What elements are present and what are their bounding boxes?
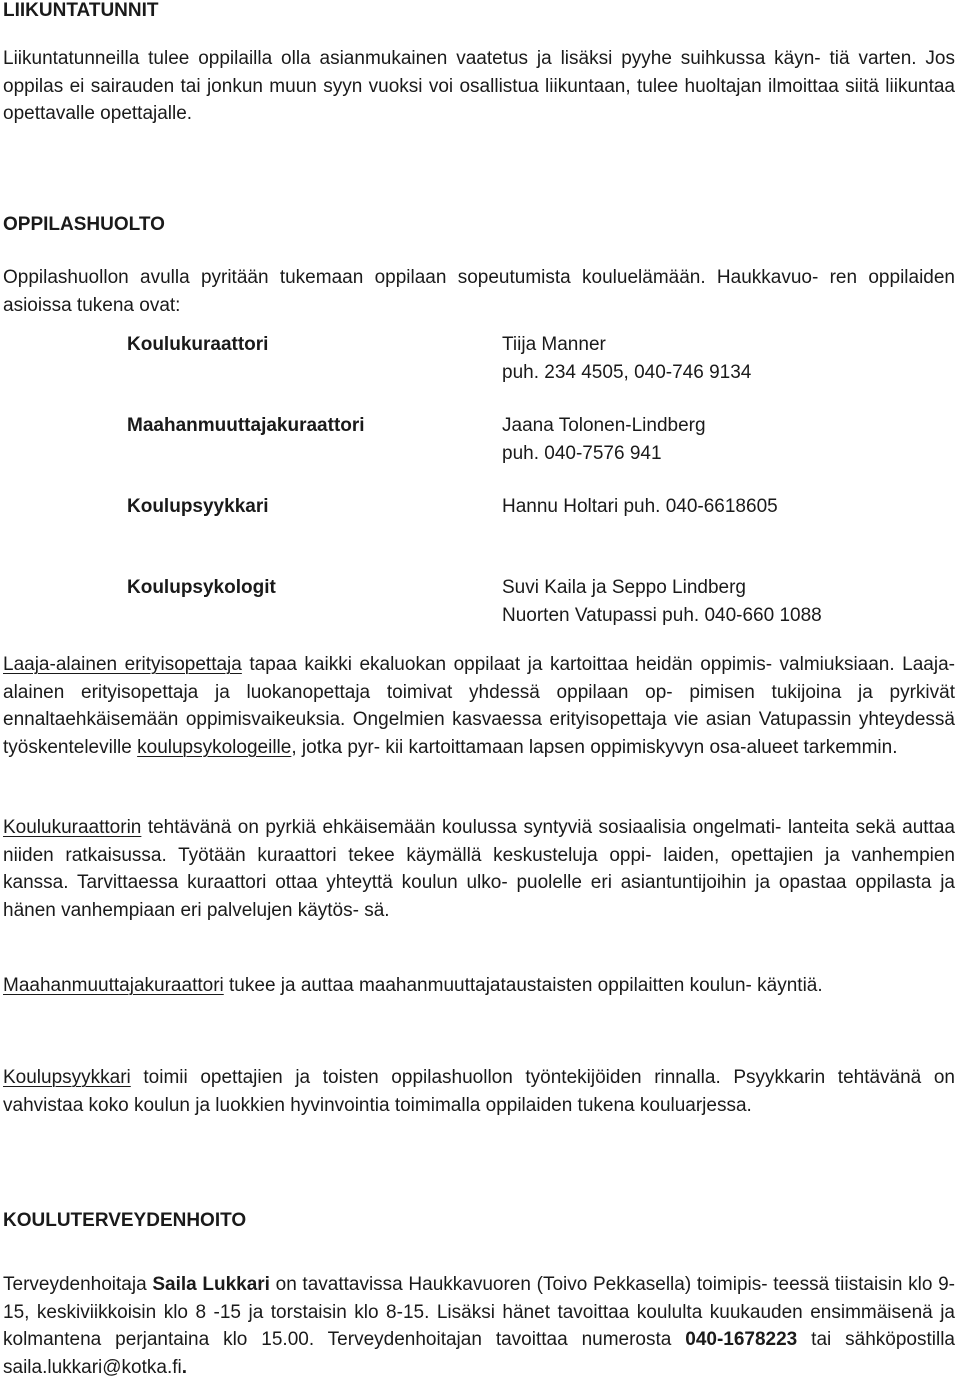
text-segment: , jotka pyr- kii kartoittamaan lapsen oppimiskyvyn osa-alueet tarkemmin. [291, 736, 898, 758]
text-segment: tapaa kaikki ekaluokan oppilaat ja kartoittaa heidän oppimis- valmiuksiaan. Laaja-alainen erityisopettaja ja luokanopettaja toimivat yhdessä oppilaan op- pimisen tukijoina ja pyrkivät ennaltaehkäisemään oppimisvaikeuksia. Ongelmien kasvaessa erityisopettaja vie asian Vatupassin yhteydessä työskenteleville [3, 654, 955, 758]
contact-phone: puh. 040-7576 941 [502, 442, 662, 464]
paragraph-liikunta-text: Liikuntatunneilla tulee oppilailla olla asianmukainen vaatetus ja lisäksi pyyhe suihkussa käyn- tiä varten. Jos oppilas ei sairauden tai jonkun muun syyn vuoksi voi osallistua liikuntaan, tulee huoltajan ilmoittaa siitä liikuntaa opettavalle opettajalle. [3, 48, 955, 124]
contact-name: Tiija Manner [502, 334, 606, 355]
paragraph-erityisopettaja [3, 651, 955, 761]
paragraph-koulukuraattori [3, 814, 955, 924]
text-segment: on tavattavissa Haukkavuoren (Toivo Pekkasella) toimipis- teessä tiistaisin klo 9-15, keskiviikkoisin klo 8 -15 ja torstaisin klo 8-15. Lisäksi hänet tavoittaa koululta kuukauden ensimmäisenä ja kolmantena perjantaina klo 15.00. Terveydenhoitajan tavoittaa numerosta [3, 1274, 955, 1350]
section-heading-oppilashuolto: OPPILASHUOLTO [3, 214, 165, 235]
contact-phone: Nuorten Vatupassi puh. 040-660 1088 [502, 604, 822, 626]
section-heading-liikunta: LIIKUNTATUNNIT [3, 0, 159, 21]
contact-info-maahanmuuttajakuraattori [502, 412, 706, 467]
text-segment: tai sähköpostilla saila.lukkari@kotka.fi [3, 1329, 955, 1378]
paragraph-erityisopettaja-text [3, 651, 955, 761]
nurse-phone: 040-1678223 [685, 1329, 798, 1350]
paragraph-terveys [3, 1271, 955, 1381]
contact-role-koulupsyykkari: Koulupsyykkari [127, 496, 269, 517]
contact-info-koulupsykologit [502, 574, 822, 629]
contact-role-koulukuraattori: Koulukuraattori [127, 334, 269, 355]
paragraph-maahanmuuttajakuraattori-text [3, 972, 955, 1000]
contact-name: Jaana Tolonen-Lindberg [502, 415, 706, 436]
section-heading-terveys: KOULUTERVEYDENHOITO [3, 1210, 247, 1231]
paragraph-oppilashuolto-intro [3, 264, 955, 319]
contact-role-maahanmuuttajakuraattori: Maahanmuuttajakuraattori [127, 415, 365, 436]
contact-phone: puh. 234 4505, 040-746 9134 [502, 361, 752, 383]
paragraph-koulupsyykkari [3, 1064, 955, 1119]
link-erityisopettaja[interactable]: Laaja-alainen erityisopettaja [3, 654, 242, 675]
contact-name: Suvi Kaila ja Seppo Lindberg [502, 577, 747, 598]
link-maahanmuuttajakuraattori[interactable]: Maahanmuuttajakuraattori [3, 975, 224, 996]
link-koulupsykologeille[interactable]: koulupsykologeille [137, 736, 292, 758]
link-koulukuraattorin[interactable]: Koulukuraattorin [3, 817, 142, 838]
paragraph-koulukuraattori-text [3, 814, 955, 924]
text-segment: toimii opettajien ja toisten oppilashuollon työntekijöiden rinnalla. Psyykkarin tehtävänä on vahvistaa koko koulun ja luokkien hyvinvointia toimimalla oppilaiden tukena kouluarjessa. [3, 1067, 955, 1116]
contact-role-koulupsykologit: Koulupsykologit [127, 577, 276, 598]
paragraph-liikunta [3, 45, 955, 128]
paragraph-terveys-text [3, 1271, 955, 1381]
paragraph-koulupsyykkari-text [3, 1064, 955, 1119]
contact-name-phone: Hannu Holtari puh. 040-6618605 [502, 496, 778, 517]
link-koulupsyykkari[interactable]: Koulupsyykkari [3, 1067, 131, 1088]
text-segment-period: . [181, 1356, 188, 1378]
contact-info-koulupsyykkari [502, 493, 778, 521]
nurse-name: Saila Lukkari [152, 1274, 270, 1295]
contact-info-koulukuraattori [502, 331, 751, 386]
text-segment: tehtävänä on pyrkiä ehkäisemään koulussa syntyviä sosiaalisia ongelmati- lanteita sekä auttaa niiden ratkaisussa. Työtään kuraattori tekee käymällä keskusteluja oppi- laiden, opettajien ja vanhempien kanssa. Tarvittaessa kuraattori ottaa yhteyttä koulun ulko- puolelle eri asiantuntijoihin ja opastaa oppilasta ja hänen vanhempiaan eri palvelujen käytös- sä. [3, 817, 955, 921]
text-segment: tukee ja auttaa maahanmuuttajataustaisten oppilaitten koulun- käyntiä. [223, 975, 823, 996]
text-segment: Terveydenhoitaja [3, 1274, 153, 1295]
paragraph-maahanmuuttajakuraattori [3, 972, 955, 1000]
paragraph-oppilashuolto-intro-text: Oppilashuollon avulla pyritään tukemaan oppilaan sopeutumista kouluelämään. Haukkavuo- ren oppilaiden asioissa tukena ovat: [3, 267, 955, 316]
